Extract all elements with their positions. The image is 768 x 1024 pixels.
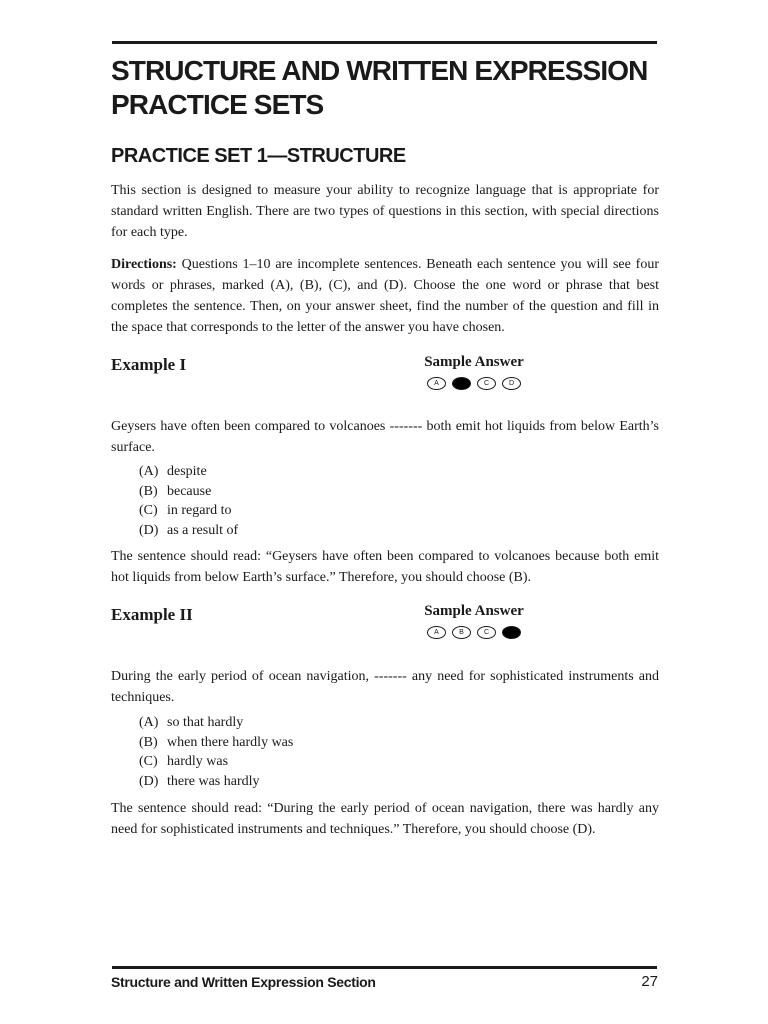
sample-answer-title: Sample Answer <box>424 354 524 370</box>
title-line-1: STRUCTURE AND WRITTEN EXPRESSION <box>111 55 648 86</box>
directions-label: Directions: <box>111 257 177 272</box>
answer-bubbles <box>409 377 539 390</box>
answer-bubble-a: A <box>427 626 446 639</box>
answer-bubble-b-filled: B <box>452 377 471 390</box>
option-c: (C) hardly was <box>139 754 229 770</box>
answer-bubble-d-filled: D <box>502 626 521 639</box>
practice-set-heading: PRACTICE SET 1—STRUCTURE <box>111 145 406 167</box>
footer-rule <box>112 966 657 969</box>
directions-text: Questions 1–10 are incomplete sentences. Beneath each sentence you will see four words or phrases, marked (A), (B), (C), and (D). Choose the one word or phrase that best completes the sentence. Then, on your answer sheet, find the number of the question and fill in the space that corresponds to the letter of the answer you have chosen. <box>111 257 659 335</box>
option-b: (B) because <box>139 483 212 499</box>
top-rule <box>112 41 657 44</box>
example-1-sample-answer <box>409 353 539 390</box>
example-1-explanation: The sentence should read: “Geysers have often been compared to volcanoes because both emit hot liquids from below Earth’s surface.” Therefore, you should choose (B). <box>111 549 659 585</box>
answer-bubble-a: A <box>427 377 446 390</box>
example-2-sample-answer <box>409 602 539 639</box>
example-2-options <box>139 713 293 792</box>
example-1-label: Example I <box>111 355 187 374</box>
directions-paragraph <box>111 254 659 338</box>
example-2-label: Example II <box>111 605 193 624</box>
footer-section-title: Structure and Written Expression Section <box>111 974 376 990</box>
example-1-sentence: Geysers have often been compared to volcanoes ------- both emit hot liquids from below Earth’s surface. <box>111 419 659 455</box>
option-b: (B) when there hardly was <box>139 734 294 750</box>
option-d: (D) there was hardly <box>139 774 260 790</box>
example-2-sentence: During the early period of ocean navigation, ------- any need for sophisticated instruments and techniques. <box>111 669 659 705</box>
option-d: (D) as a result of <box>139 523 239 539</box>
intro-paragraph: This section is designed to measure your ability to recognize language that is appropriate for standard written English. There are two types of questions in this section, with special directions for each type. <box>111 183 659 240</box>
option-a: (A) so that hardly <box>139 715 244 730</box>
page-number: 27 <box>641 973 658 990</box>
answer-bubble-b: B <box>452 626 471 639</box>
page-title <box>111 54 671 122</box>
title-line-2: PRACTICE SETS <box>111 89 324 120</box>
option-a: (A) despite <box>139 464 207 479</box>
answer-bubble-d: D <box>502 377 521 390</box>
example-1-options <box>139 462 238 541</box>
answer-bubble-c: C <box>477 377 496 390</box>
answer-bubbles <box>409 626 539 639</box>
option-c: (C) in regard to <box>139 503 232 519</box>
sample-answer-title: Sample Answer <box>424 603 524 619</box>
answer-bubble-c: C <box>477 626 496 639</box>
example-2-explanation: The sentence should read: “During the early period of ocean navigation, there was hardly any need for sophisticated instruments and techniques.” Therefore, you should choose (D). <box>111 801 659 837</box>
